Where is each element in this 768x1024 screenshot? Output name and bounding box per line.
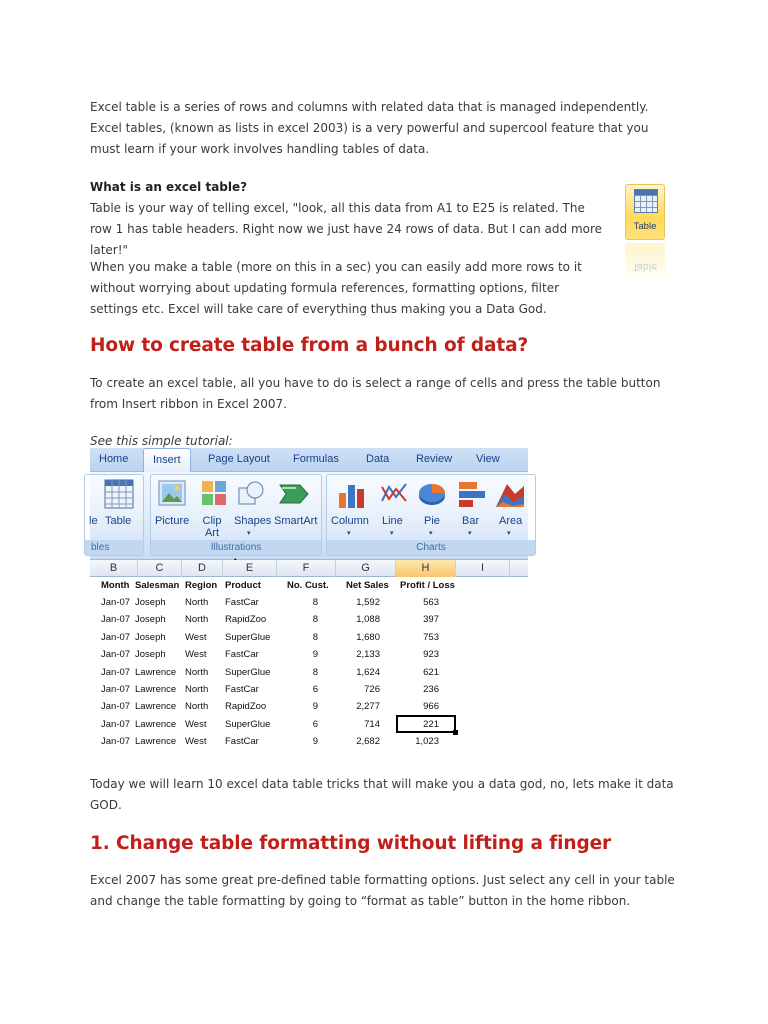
cell-product[interactable]: SuperGlue — [225, 631, 271, 643]
cell-no-cust[interactable]: 8 — [312, 597, 318, 608]
table-button-reflection — [625, 243, 665, 283]
cell-salesman[interactable]: Lawrence — [135, 684, 177, 695]
header-cell-month[interactable]: Month — [101, 580, 130, 591]
table-button[interactable]: Table — [105, 515, 132, 527]
what-is-table-heading: What is an excel table? — [90, 180, 248, 194]
tab-insert[interactable]: Insert — [143, 448, 191, 473]
today-paragraph: Today we will learn 10 excel data table tricks that will make you a data god, no, lets make it data GOD. — [90, 777, 674, 812]
cell-salesman[interactable]: Joseph — [135, 631, 166, 643]
table-icon — [104, 479, 134, 514]
table-button-image — [625, 184, 665, 240]
cell-salesman[interactable]: Joseph — [135, 649, 166, 661]
tab-view[interactable]: View — [476, 453, 500, 465]
cell-no-cust[interactable]: 8 — [312, 666, 318, 678]
pie-chart-button[interactable]: Pie — [424, 515, 440, 527]
cell-month[interactable]: Jan-07 — [101, 597, 131, 608]
ribbon-tab-bar — [90, 448, 528, 472]
table-row — [90, 664, 528, 681]
selected-cell-outline — [396, 715, 456, 733]
pie-chart-icon — [418, 482, 446, 511]
tab-review[interactable]: Review — [416, 453, 453, 465]
cell-region[interactable]: North — [185, 701, 209, 713]
cell-region[interactable]: North — [185, 614, 209, 626]
cell-salesman[interactable]: Joseph — [135, 614, 166, 626]
cell-product[interactable]: FastCar — [225, 736, 259, 748]
cell-product[interactable]: SuperGlue — [225, 666, 271, 678]
cell-month[interactable]: Jan-07 — [101, 718, 131, 730]
cell-product[interactable]: RapidZoo — [225, 614, 267, 626]
cell-profit-loss[interactable]: 236 — [423, 684, 439, 695]
section-heading-formatting: 1. Change table formatting without lifting a finger — [90, 833, 612, 854]
table-row — [90, 594, 528, 611]
cell-salesman[interactable]: Joseph — [135, 597, 166, 608]
smartart-button[interactable]: SmartArt — [274, 515, 318, 527]
insert-ribbon — [90, 472, 528, 560]
column-header-d[interactable]: D — [182, 560, 223, 577]
cell-no-cust[interactable]: 9 — [312, 701, 318, 713]
header-cell-net-sales[interactable]: Net Sales — [346, 580, 389, 591]
tab-formulas[interactable]: Formulas — [293, 453, 339, 465]
cell-net-sales[interactable]: 1,680 — [356, 631, 380, 643]
table-button-label: Table — [633, 221, 657, 232]
cell-profit-loss[interactable]: 753 — [423, 631, 439, 643]
table-row — [90, 733, 528, 750]
cell-month[interactable]: Jan-07 — [101, 666, 131, 678]
cell-month[interactable]: Jan-07 — [101, 614, 131, 626]
column-dropdown-icon[interactable]: ▾ — [347, 530, 351, 537]
shapes-icon — [237, 480, 265, 513]
cell-profit-loss[interactable]: 397 — [423, 614, 439, 626]
header-cell-no-cust[interactable]: No. Cust. — [287, 580, 329, 591]
cell-net-sales[interactable]: 1,088 — [356, 614, 380, 626]
cell-no-cust[interactable]: 8 — [312, 614, 318, 626]
column-chart-icon — [337, 479, 367, 514]
cell-product[interactable]: SuperGlue — [225, 718, 271, 730]
cell-net-sales[interactable]: 726 — [364, 684, 380, 695]
picture-button[interactable]: Picture — [155, 515, 190, 527]
illustrations-group — [150, 474, 322, 556]
cell-region[interactable]: North — [185, 666, 209, 678]
table-row — [90, 629, 528, 646]
cell-region[interactable]: West — [185, 649, 207, 661]
fill-handle[interactable] — [453, 730, 458, 735]
column-header-row — [90, 560, 528, 577]
cell-month[interactable]: Jan-07 — [101, 736, 131, 748]
cell-region[interactable]: North — [185, 684, 209, 695]
cell-region[interactable]: West — [185, 736, 207, 748]
column-header-b[interactable]: B — [90, 560, 138, 577]
area-dropdown-icon[interactable]: ▾ — [507, 530, 511, 537]
excel-screenshot — [90, 448, 528, 753]
benefit-paragraph: When you make a table (more on this in a sec) you can easily add more rows to it without worrying about updating formula references, formatting options, filter settings etc. Excel will take care of everything thus making you a Data God. — [90, 260, 582, 316]
table-partial-label: le — [89, 515, 98, 527]
cell-no-cust[interactable]: 6 — [312, 684, 318, 695]
cell-salesman[interactable]: Lawrence — [135, 666, 177, 678]
line-dropdown-icon[interactable]: ▾ — [390, 530, 394, 537]
tab-page-layout[interactable]: Page Layout — [208, 453, 270, 465]
cell-net-sales[interactable]: 2,682 — [356, 736, 380, 748]
shapes-button[interactable]: Shapes — [234, 515, 272, 527]
cell-net-sales[interactable]: 1,592 — [356, 597, 380, 608]
cell-no-cust[interactable]: 9 — [312, 649, 318, 661]
cell-profit-loss[interactable]: 966 — [423, 701, 439, 713]
table-header-row — [90, 577, 528, 594]
cell-product[interactable]: FastCar — [225, 684, 259, 695]
cell-salesman[interactable]: Lawrence — [135, 718, 177, 730]
cell-net-sales[interactable]: 1,624 — [356, 666, 380, 678]
cell-no-cust[interactable]: 8 — [312, 631, 318, 643]
table-row — [90, 681, 528, 698]
shapes-dropdown-icon[interactable]: ▾ — [247, 530, 251, 537]
charts-group-label: Charts — [327, 540, 535, 555]
illustrations-group-label: Illustrations — [151, 540, 321, 555]
table-reflection-label: Table — [632, 261, 658, 272]
bar-chart-icon — [458, 480, 486, 513]
table-row — [90, 611, 528, 628]
cell-profit-loss[interactable]: 563 — [423, 597, 439, 608]
cell-net-sales[interactable]: 2,277 — [356, 701, 380, 713]
tables-group — [84, 474, 144, 556]
table-row — [90, 716, 528, 733]
cell-month[interactable]: Jan-07 — [101, 684, 131, 695]
cell-product[interactable]: RapidZoo — [225, 701, 267, 713]
area-chart-button[interactable]: Area — [499, 515, 523, 527]
line-chart-button[interactable]: Line — [382, 515, 403, 527]
tutorial-caption: See this simple tutorial: — [90, 434, 233, 448]
cell-profit-loss[interactable]: 621 — [423, 666, 439, 678]
cell-net-sales[interactable]: 714 — [364, 718, 380, 730]
cell-profit-loss[interactable]: 1,023 — [415, 736, 439, 748]
cell-salesman[interactable]: Lawrence — [135, 701, 177, 713]
column-header-i[interactable]: I — [456, 560, 510, 577]
header-cell-salesman[interactable]: Salesman — [135, 580, 180, 591]
cell-net-sales[interactable]: 2,133 — [356, 649, 380, 661]
cell-region[interactable]: West — [185, 631, 207, 643]
cell-profit-loss[interactable]: 923 — [423, 649, 439, 661]
bar-dropdown-icon[interactable]: ▾ — [468, 530, 472, 537]
column-header-h[interactable]: H — [396, 560, 456, 577]
cell-no-cust[interactable]: 9 — [312, 736, 318, 748]
header-cell-profit-loss[interactable]: Profit / Loss — [400, 580, 455, 591]
column-header-f[interactable]: F — [277, 560, 336, 577]
column-chart-button[interactable]: Column — [331, 515, 369, 527]
column-header-g[interactable]: G — [336, 560, 396, 577]
cell-salesman[interactable]: Lawrence — [135, 736, 177, 748]
cell-month[interactable]: Jan-07 — [101, 701, 131, 713]
cell-month[interactable]: Jan-07 — [101, 649, 131, 661]
formatting-paragraph: Excel 2007 has some great pre-defined table formatting options. Just select any cell in your table and change the table formatting by going to “format as table” button in the home ribbon. — [90, 873, 675, 908]
header-cell-region[interactable]: Region — [185, 580, 218, 591]
clip-art-button[interactable]: Clip Art — [202, 515, 222, 539]
tab-home[interactable]: Home — [99, 453, 129, 465]
clip-art-icon — [201, 480, 227, 511]
cell-product[interactable]: FastCar — [225, 597, 259, 608]
cell-month[interactable]: Jan-07 — [101, 631, 131, 643]
cell-no-cust[interactable]: 6 — [312, 718, 318, 730]
cell-region[interactable]: North — [185, 597, 209, 608]
area-chart-icon — [495, 480, 525, 513]
section-heading-create-table: How to create table from a bunch of data? — [90, 335, 529, 356]
table-row — [90, 698, 528, 715]
table-row — [90, 646, 528, 663]
table-grid-icon — [634, 189, 658, 213]
definition-paragraph: Table is your way of telling excel, "look, all this data from A1 to E25 is related. The row 1 has table headers. Right now we just have 24 rows of data. But I can add more later!" — [90, 201, 603, 257]
tab-data[interactable]: Data — [366, 453, 390, 465]
pie-dropdown-icon[interactable]: ▾ — [429, 530, 433, 537]
intro-paragraph: Excel table is a series of rows and columns with related data that is managed independently. Excel tables, (known as lists in excel 2003) is a very powerful and supercool feature that you must learn if your work involves handling tables of data. — [90, 100, 649, 156]
smartart-icon — [278, 481, 310, 512]
picture-icon — [158, 479, 186, 512]
charts-group — [326, 474, 536, 556]
line-chart-icon — [380, 481, 408, 512]
cell-product[interactable]: FastCar — [225, 649, 259, 661]
cell-region[interactable]: West — [185, 718, 207, 730]
column-header-e[interactable]: E — [223, 560, 277, 577]
create-table-paragraph: To create an excel table, all you have to do is select a range of cells and press the table button from Insert ribbon in Excel 2007. — [90, 376, 661, 411]
tables-group-label: bles — [85, 540, 143, 555]
column-header-c[interactable]: C — [138, 560, 182, 577]
bar-chart-button[interactable]: Bar — [462, 515, 480, 527]
header-cell-product[interactable]: Product — [225, 580, 261, 591]
cell-profit-loss[interactable]: 221 — [423, 718, 439, 730]
